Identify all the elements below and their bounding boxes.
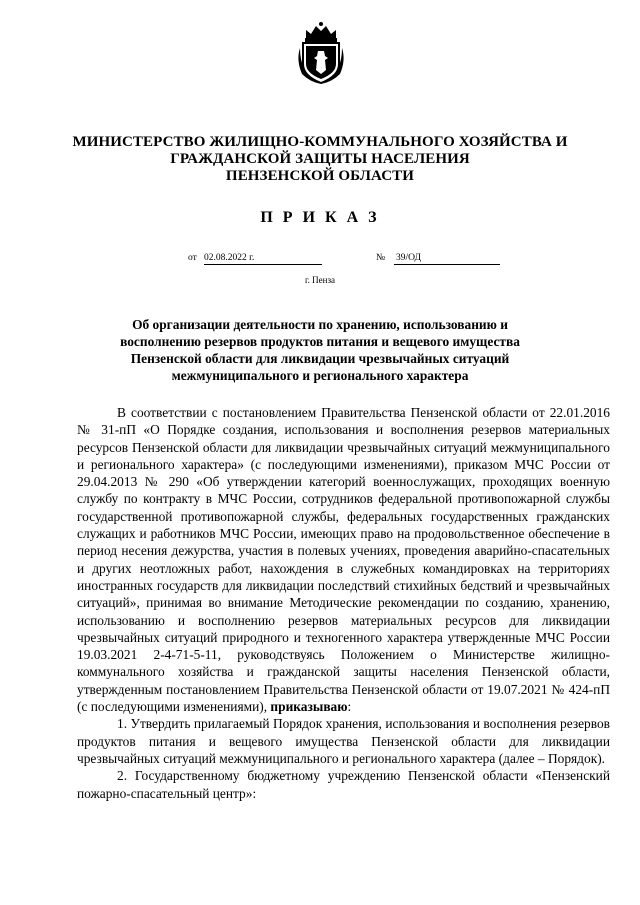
- order-meta: [0, 253, 640, 267]
- city: г. Пенза: [304, 275, 336, 285]
- preamble-paragraph: [77, 404, 610, 715]
- document-body: [77, 404, 610, 802]
- order-item-2: 2. Государственному бюджетному учреждению Пензенской области «Пензенский пожарно-спасательный центр»:: [77, 768, 610, 801]
- title-line: восполнению резервов продуктов питания и вещевого имущества: [120, 334, 520, 349]
- title-line: Об организации деятельности по хранению, использованию и: [132, 317, 508, 332]
- title-line: Пензенской области для ликвидации чрезвычайных ситуаций: [130, 351, 510, 366]
- ministry-line: ГРАЖДАНСКОЙ ЗАЩИТЫ НАСЕЛЕНИЯ: [170, 151, 470, 167]
- order-number: 39/ОД: [394, 253, 500, 265]
- order-keyword: приказываю: [270, 699, 348, 715]
- document-title: [70, 316, 570, 384]
- preamble-text: В соответствии с постановлением Правительства Пензенской области от 22.01.2016 № 31-пП «О Порядке создания, использования и восполнения резервов материальных ресурсов Пензенской области для ликвидации чрезвычайных ситуаций межмуниципального и регионального характера» (с последующими изменениями), приказом МЧС России от 29.04.2013 № 290 «Об утверждении категорий военнослужащих, проходящих военную службу по контракту в МЧС России, сотрудников федеральной противопожарной службы государственной противопожарной службы, федеральных государственных гражданских служащих и работников МЧС России, имеющих право на продовольственное обеспечение в период несения дежурства, участия в полевых учениях, проведения аварийно-спасательных и других неотложных работ, нахождения в служебных командировках на территориях иностранных государств для ликвидации последствий стихийных бедствий и чрезвычайных ситуаций», принимая во внимание Методические рекомендации по созданию, хранению, использованию и восполнению резервов материальных ресурсов для ликвидации чрезвычайных ситуаций природного и техногенного характера утвержденные МЧС России 19.03.2021 2-4-71-5-11, руководствуясь Положением о Министерстве жилищно-коммунального хозяйства и гражданской защиты населения Пензенской области, утвержденным постановлением Правительства Пензенской области от 19.07.2021 № 424-пП (с последующими изменениями),: [77, 405, 610, 715]
- ministry-line: ПЕНЗЕНСКОЙ ОБЛАСТИ: [225, 168, 415, 184]
- title-line: межмуниципального и регионального характера: [171, 368, 469, 383]
- ministry-line: МИНИСТЕРСТВО ЖИЛИЩНО-КОММУНАЛЬНОГО ХОЗЯЙСТВА И: [72, 134, 568, 150]
- number-label: №: [376, 253, 386, 263]
- date-label: от: [188, 253, 197, 263]
- order-title: П Р И К А З: [260, 209, 380, 226]
- order-item-1: 1. Утвердить прилагаемый Порядок хранения, использования и восполнения резервов продуктов питания и вещевого имущества Пензенской области для ликвидации чрезвычайных ситуаций межмуниципального и регионального характера (далее – Порядок).: [77, 716, 610, 766]
- order-date: 02.08.2022 г.: [204, 253, 322, 265]
- penza-coat-of-arms-icon: [292, 20, 350, 86]
- ministry-name: [40, 134, 600, 185]
- order-keyword-suffix: :: [347, 699, 352, 715]
